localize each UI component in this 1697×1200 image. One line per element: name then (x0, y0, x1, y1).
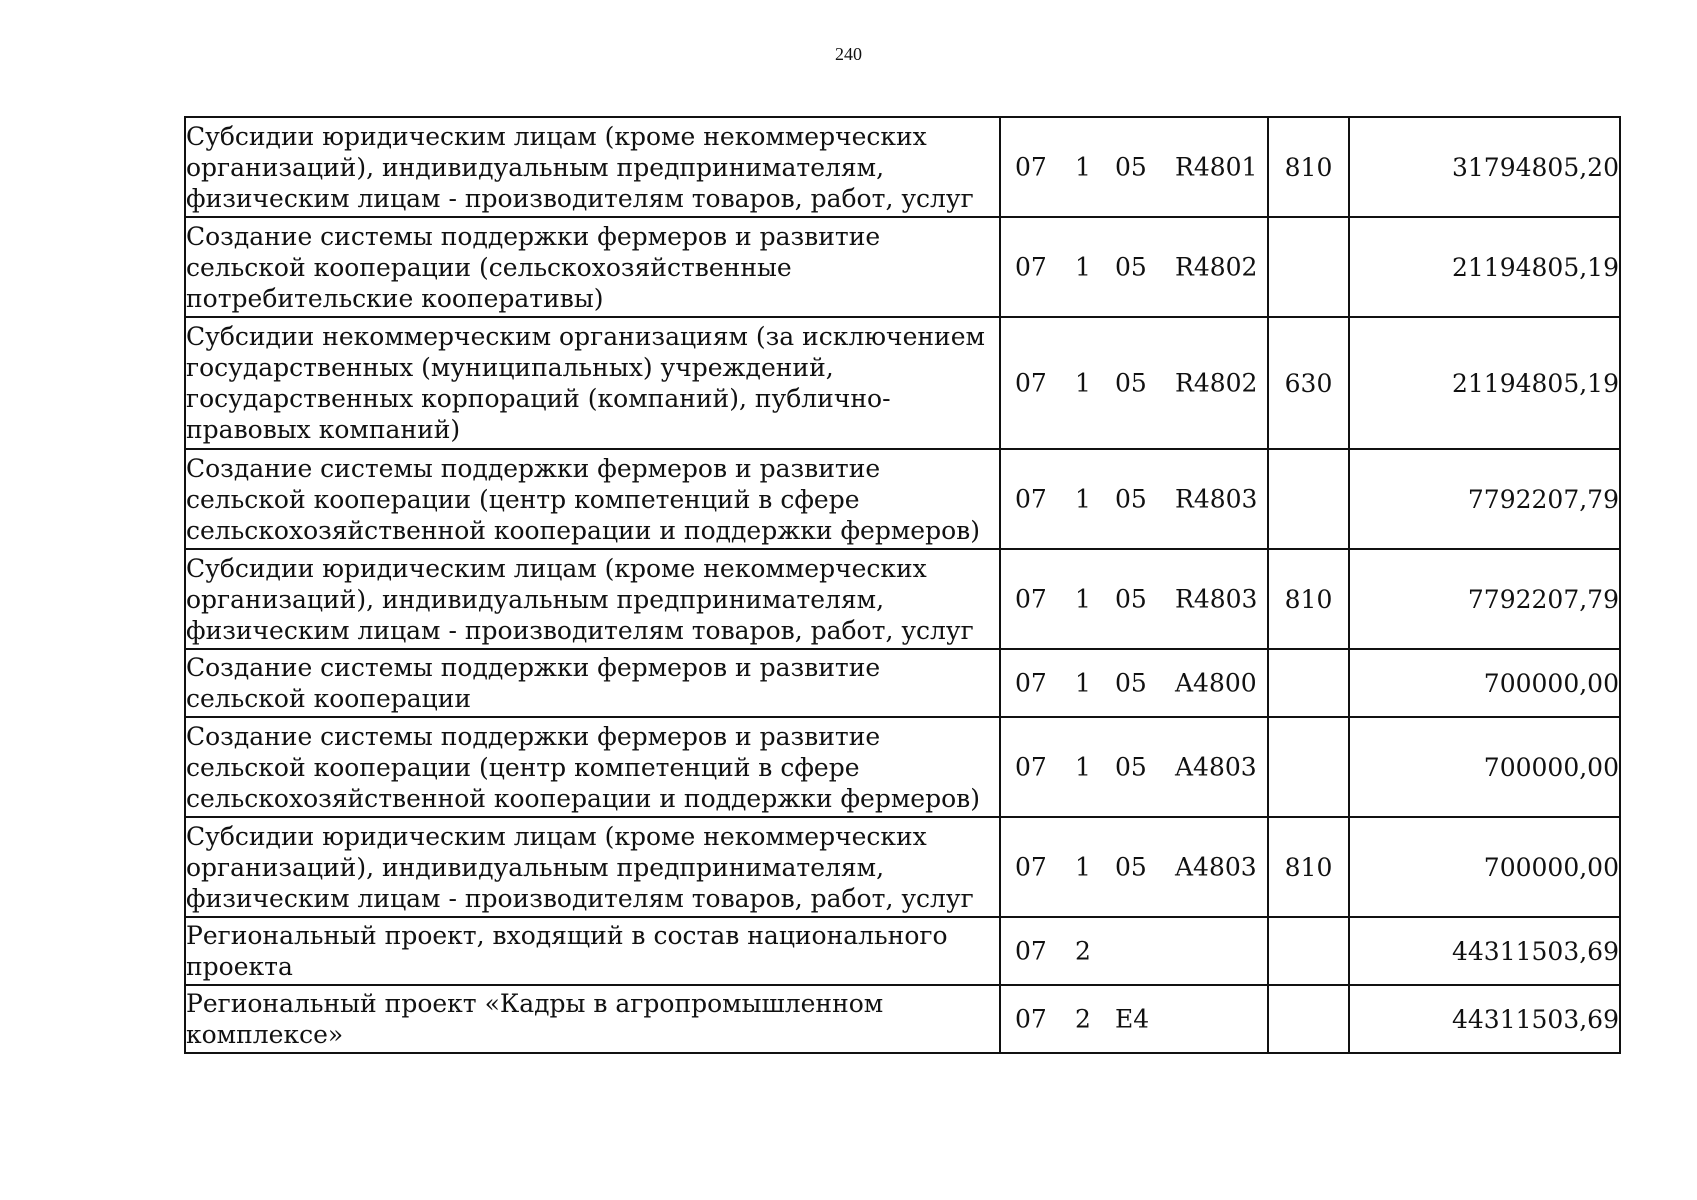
amount: 21194805,19 (1349, 217, 1620, 317)
row-name: Создание системы поддержки фермеров и развитие сельской кооперации (сельскохозяйственные потребительские кооперативы) (185, 217, 1000, 317)
code-subprogram: 05 (1115, 668, 1147, 698)
code-program: 1 (1075, 668, 1091, 698)
code-section: 07 (1015, 936, 1047, 966)
code-section: 07 (1015, 584, 1047, 614)
table-row (185, 985, 1620, 1053)
amount: 700000,00 (1349, 717, 1620, 817)
row-name: Создание системы поддержки фермеров и развитие сельской кооперации (центр компетенций в сфере сельскохозяйственной кооперации и поддержки фермеров) (185, 449, 1000, 549)
row-codes (1000, 985, 1268, 1053)
table-row (185, 117, 1620, 217)
code-direction: R4803 (1175, 484, 1258, 514)
expense-type: 630 (1268, 317, 1349, 449)
code-program: 1 (1075, 484, 1091, 514)
table-row (185, 449, 1620, 549)
code-section: 07 (1015, 252, 1047, 282)
expense-type: 810 (1268, 817, 1349, 917)
amount: 44311503,69 (1349, 985, 1620, 1053)
expense-type (1268, 917, 1349, 985)
code-direction: A4803 (1175, 852, 1257, 882)
amount: 7792207,79 (1349, 449, 1620, 549)
row-name: Региональный проект «Кадры в агропромышленном комплексе» (185, 985, 1000, 1053)
code-program: 1 (1075, 252, 1091, 282)
code-direction: R4802 (1175, 368, 1258, 398)
row-codes (1000, 217, 1268, 317)
table-row (185, 717, 1620, 817)
row-codes (1000, 117, 1268, 217)
code-direction: A4800 (1175, 668, 1257, 698)
code-direction: R4801 (1175, 152, 1258, 182)
budget-table (184, 116, 1621, 1054)
amount: 44311503,69 (1349, 917, 1620, 985)
code-program: 1 (1075, 752, 1091, 782)
code-section: 07 (1015, 852, 1047, 882)
code-direction: R4803 (1175, 584, 1258, 614)
code-subprogram: E4 (1115, 1004, 1150, 1034)
code-program: 2 (1075, 1004, 1091, 1034)
code-program: 1 (1075, 584, 1091, 614)
row-codes (1000, 717, 1268, 817)
code-section: 07 (1015, 152, 1047, 182)
code-direction: A4803 (1175, 752, 1257, 782)
amount: 21194805,19 (1349, 317, 1620, 449)
code-program: 1 (1075, 852, 1091, 882)
row-name: Региональный проект, входящий в состав национального проекта (185, 917, 1000, 985)
code-subprogram: 05 (1115, 152, 1147, 182)
page-number: 240 (835, 44, 862, 64)
code-subprogram: 05 (1115, 752, 1147, 782)
code-subprogram: 05 (1115, 252, 1147, 282)
row-codes (1000, 817, 1268, 917)
amount: 31794805,20 (1349, 117, 1620, 217)
expense-type (1268, 649, 1349, 717)
row-codes (1000, 449, 1268, 549)
expense-type: 810 (1268, 549, 1349, 649)
code-subprogram: 05 (1115, 584, 1147, 614)
amount: 7792207,79 (1349, 549, 1620, 649)
code-subprogram: 05 (1115, 484, 1147, 514)
expense-type (1268, 717, 1349, 817)
row-name: Создание системы поддержки фермеров и развитие сельской кооперации (центр компетенций в сфере сельскохозяйственной кооперации и поддержки фермеров) (185, 717, 1000, 817)
row-codes (1000, 317, 1268, 449)
table-row (185, 549, 1620, 649)
row-codes (1000, 549, 1268, 649)
code-direction: R4802 (1175, 252, 1258, 282)
row-codes (1000, 649, 1268, 717)
table-row (185, 817, 1620, 917)
code-section: 07 (1015, 668, 1047, 698)
row-name: Создание системы поддержки фермеров и развитие сельской кооперации (185, 649, 1000, 717)
expense-type: 810 (1268, 117, 1349, 217)
expense-type (1268, 217, 1349, 317)
table-row (185, 649, 1620, 717)
code-section: 07 (1015, 752, 1047, 782)
code-program: 1 (1075, 152, 1091, 182)
row-name: Субсидии юридическим лицам (кроме некоммерческих организаций), индивидуальным предпринимателям, физическим лицам - производителям товаров, работ, услуг (185, 117, 1000, 217)
row-codes (1000, 917, 1268, 985)
table-row (185, 917, 1620, 985)
table-row (185, 217, 1620, 317)
code-subprogram: 05 (1115, 368, 1147, 398)
row-name: Субсидии юридическим лицам (кроме некоммерческих организаций), индивидуальным предпринимателям, физическим лицам - производителям товаров, работ, услуг (185, 817, 1000, 917)
amount: 700000,00 (1349, 817, 1620, 917)
code-section: 07 (1015, 368, 1047, 398)
code-program: 1 (1075, 368, 1091, 398)
code-subprogram: 05 (1115, 852, 1147, 882)
row-name: Субсидии юридическим лицам (кроме некоммерческих организаций), индивидуальным предпринимателям, физическим лицам - производителям товаров, работ, услуг (185, 549, 1000, 649)
code-section: 07 (1015, 1004, 1047, 1034)
code-section: 07 (1015, 484, 1047, 514)
expense-type (1268, 449, 1349, 549)
code-program: 2 (1075, 936, 1091, 966)
row-name: Субсидии некоммерческим организациям (за исключением государственных (муниципальных) учреждений, государственных корпораций (компаний), публично-правовых компаний) (185, 317, 1000, 449)
table-row (185, 317, 1620, 449)
amount: 700000,00 (1349, 649, 1620, 717)
expense-type (1268, 985, 1349, 1053)
